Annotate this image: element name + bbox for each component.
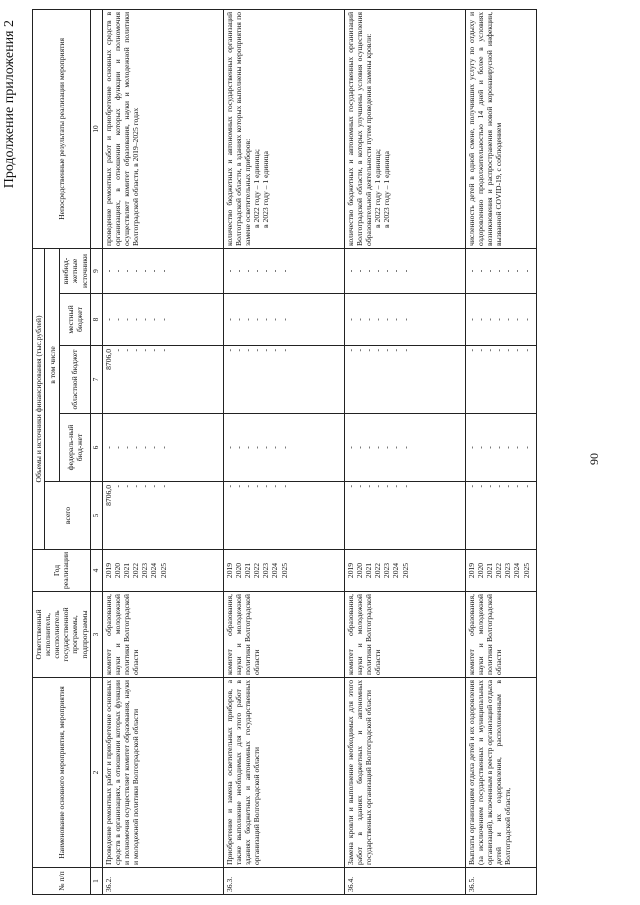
year-value: 2023 — [261, 562, 271, 579]
federal-amount-value: - — [103, 446, 113, 449]
year-value: 2022 — [252, 562, 262, 579]
federal-amount-value: - — [121, 446, 131, 449]
column-number: 9 — [90, 248, 102, 293]
regional-amount-value: - — [466, 349, 476, 352]
header-executor: Ответственный исполнитель, соисполнитель государственной программы, подпрограммы — [33, 592, 91, 678]
header-extra: внебюд-жетные источники — [60, 248, 90, 293]
row-number: 36.5. — [465, 868, 536, 895]
result-line: проведение ремонтных работ и приобретение основных средств в организациях, в отношении которых функции и полномочия осуществляет комитет образования, науки и молодежной политики Волгоградской области, в 2019–2025 годах — [103, 11, 140, 246]
total-amount-cell — [102, 482, 223, 550]
year-value: 2023 — [140, 562, 150, 579]
year-value: 2023 — [382, 562, 392, 579]
page-number: 90 — [587, 453, 601, 465]
federal-amount-value: - — [354, 446, 364, 449]
year-value: 2022 — [373, 562, 383, 579]
result-line: в 2023 году – 1 единица — [381, 151, 391, 228]
local-amount-value: - — [512, 318, 522, 321]
header-regional: областной бюджет — [60, 346, 90, 414]
activity-name: Выплаты организациям отдыха детей и их оздоровления (за исключением государственных и муниципальных организаций), включенным в реестр организаций отдыха детей и их оздоровления, расположенным в Волгоградской области, — [465, 678, 536, 868]
extra-amount-value: - — [382, 269, 392, 273]
local-amount-value: - — [242, 318, 252, 321]
year-value: 2020 — [233, 562, 243, 579]
year-value: 2021 — [121, 562, 131, 579]
total-amount-value: - — [475, 485, 485, 488]
regional-amount-value: - — [512, 349, 522, 352]
column-number: 1 — [90, 868, 102, 895]
program-activities-table — [32, 9, 537, 895]
year-value: 2021 — [484, 562, 494, 579]
column-number: 2 — [90, 678, 102, 868]
total-amount-value: 8706,0 — [103, 485, 113, 506]
year-value: 2022 — [131, 562, 141, 579]
total-amount-value: - — [131, 485, 141, 488]
year-cell — [223, 550, 344, 592]
local-amount-value: - — [363, 318, 373, 321]
federal-amount-value: - — [224, 446, 234, 449]
total-amount-value: - — [242, 485, 252, 488]
federal-amount-value: - — [475, 446, 485, 449]
regional-amount-value: - — [503, 349, 513, 352]
header-total: всего — [45, 482, 91, 550]
local-amount-value: - — [475, 318, 485, 321]
regional-amount-value: - — [382, 349, 392, 352]
row-number: 36.3. — [223, 868, 344, 895]
federal-amount-value: - — [270, 446, 280, 449]
federal-amount-cell — [465, 414, 536, 482]
extra-amount-cell — [102, 248, 223, 293]
year-value: 2025 — [158, 562, 168, 579]
extra-amount-value: - — [503, 269, 513, 273]
local-amount-value: - — [373, 318, 383, 321]
results-cell — [102, 9, 223, 248]
year-value: 2021 — [242, 562, 252, 579]
regional-amount-value: - — [242, 349, 252, 352]
header-year: Год реализации — [33, 550, 91, 592]
year-value: 2025 — [400, 562, 410, 579]
responsible-executor: комитет образования, науки и молодежной политики Волгоградской области — [223, 592, 344, 678]
regional-amount-cell — [223, 346, 344, 414]
column-number: 4 — [90, 550, 102, 592]
regional-amount-value: - — [112, 349, 122, 352]
table-header — [33, 9, 103, 894]
federal-amount-value: - — [400, 446, 410, 449]
year-value: 2020 — [112, 562, 122, 579]
federal-amount-value: - — [512, 446, 522, 449]
year-value: 2024 — [270, 562, 280, 579]
column-number: 7 — [90, 346, 102, 414]
year-value: 2024 — [391, 562, 401, 579]
column-number: 3 — [90, 592, 102, 678]
responsible-executor: комитет образования, науки и молодежной политики Волгоградской области — [344, 592, 465, 678]
header-results: Непосредственные результаты реализации мероприятия — [33, 9, 91, 248]
federal-amount-value: - — [345, 446, 355, 449]
header-federal: федераль-ный бюд-жет — [60, 414, 90, 482]
federal-amount-value: - — [391, 446, 401, 449]
year-value: 2019 — [103, 562, 113, 579]
regional-amount-value: - — [224, 349, 234, 352]
extra-amount-value: - — [512, 269, 522, 273]
extra-amount-value: - — [103, 269, 113, 273]
total-amount-value: - — [503, 485, 513, 488]
column-numbers-row — [90, 9, 102, 894]
extra-amount-cell — [344, 248, 465, 293]
local-amount-cell — [465, 294, 536, 346]
result-line: в 2022 году – 1 единица; — [251, 149, 261, 228]
regional-amount-cell — [102, 346, 223, 414]
regional-amount-value: - — [158, 349, 168, 352]
local-amount-value: - — [345, 318, 355, 321]
total-amount-value: - — [279, 485, 289, 488]
year-cell — [465, 550, 536, 592]
federal-amount-value: - — [503, 446, 513, 449]
total-amount-value: - — [466, 485, 476, 488]
extra-amount-value: - — [354, 269, 364, 273]
local-amount-value: - — [354, 318, 364, 321]
federal-amount-value: - — [252, 446, 262, 449]
federal-amount-value: - — [233, 446, 243, 449]
header-including: в том числе — [45, 248, 60, 481]
results-cell — [344, 9, 465, 248]
total-amount-value: - — [233, 485, 243, 488]
local-amount-value: - — [224, 318, 234, 321]
activity-name: Замена кровли и выполнение необходимых для этого работ в зданиях бюджетных и автономных государственных организаций Волгоградской области — [344, 678, 465, 868]
header-local: местный бюджет — [60, 294, 90, 346]
local-amount-value: - — [484, 318, 494, 321]
federal-amount-value: - — [131, 446, 141, 449]
regional-amount-value: - — [475, 349, 485, 352]
local-amount-cell — [102, 294, 223, 346]
year-value: 2023 — [503, 562, 513, 579]
extra-amount-value: - — [391, 269, 401, 273]
federal-amount-value: - — [149, 446, 159, 449]
year-value: 2025 — [279, 562, 289, 579]
column-number: 6 — [90, 414, 102, 482]
federal-amount-value: - — [140, 446, 150, 449]
table-body — [102, 9, 536, 894]
local-amount-cell — [344, 294, 465, 346]
table-row — [465, 9, 536, 894]
local-amount-value: - — [382, 318, 392, 321]
local-amount-value: - — [112, 318, 122, 321]
column-number: 10 — [90, 9, 102, 248]
federal-amount-value: - — [363, 446, 373, 449]
local-amount-value: - — [252, 318, 262, 321]
column-number: 5 — [90, 482, 102, 550]
header-name: Наименование основного мероприятия, мероприятия — [33, 678, 91, 868]
total-amount-value: - — [140, 485, 150, 488]
federal-amount-cell — [223, 414, 344, 482]
extra-amount-value: - — [373, 269, 383, 273]
extra-amount-value: - — [252, 269, 262, 273]
extra-amount-value: - — [521, 269, 531, 273]
extra-amount-value: - — [131, 269, 141, 273]
regional-amount-value: - — [270, 349, 280, 352]
extra-amount-value: - — [484, 269, 494, 273]
federal-amount-value: - — [494, 446, 504, 449]
local-amount-value: - — [400, 318, 410, 321]
local-amount-value: - — [391, 318, 401, 321]
extra-amount-value: - — [242, 269, 252, 273]
header-num: № п/п — [33, 868, 91, 895]
total-amount-value: - — [521, 485, 531, 488]
local-amount-value: - — [140, 318, 150, 321]
continuation-title: Продолжение приложения 2 — [2, 20, 17, 189]
regional-amount-value: - — [252, 349, 262, 352]
result-line: количество бюджетных и автономных государственных организаций Волгоградской области, в зданиях которых выполнены мероприятия по замене осветительных приборов: — [224, 11, 252, 246]
extra-amount-value: - — [149, 269, 159, 273]
total-amount-value: - — [270, 485, 280, 488]
activity-name: Приобретение и замена осветительных приборов, а также выполнение необходимых для этого работ в зданиях бюджетных и автономных государственных организаций Волгоградской области — [223, 678, 344, 868]
year-value: 2024 — [512, 562, 522, 579]
regional-amount-value: - — [521, 349, 531, 352]
header-volumes: Объемы и источники финансирования (тыс.рублей) — [33, 248, 45, 549]
federal-amount-value: - — [261, 446, 271, 449]
local-amount-value: - — [466, 318, 476, 321]
result-line: численность детей в одной смене, получивших услугу по отдыху и оздоровлению продолжительностью 14 дней и более в условиях возникновения и распространения новой коронавирусной инфекции, вызванной COVID-19, с соблюдением — [466, 11, 503, 246]
extra-amount-cell — [223, 248, 344, 293]
total-amount-value: - — [382, 485, 392, 488]
local-amount-value: - — [149, 318, 159, 321]
total-amount-cell — [465, 482, 536, 550]
federal-amount-value: - — [521, 446, 531, 449]
local-amount-value: - — [158, 318, 168, 321]
local-amount-value: - — [121, 318, 131, 321]
federal-amount-value: - — [279, 446, 289, 449]
extra-amount-value: - — [140, 269, 150, 273]
regional-amount-value: 8706,0 — [103, 349, 113, 370]
regional-amount-value: - — [121, 349, 131, 352]
extra-amount-value: - — [494, 269, 504, 273]
result-line: в 2022 году – 1 единица; — [372, 149, 382, 228]
total-amount-cell — [344, 482, 465, 550]
regional-amount-value: - — [484, 349, 494, 352]
extra-amount-value: - — [475, 269, 485, 273]
year-value: 2019 — [345, 562, 355, 579]
extra-amount-value: - — [121, 269, 131, 273]
extra-amount-value: - — [363, 269, 373, 273]
year-value: 2019 — [466, 562, 476, 579]
federal-amount-value: - — [112, 446, 122, 449]
total-amount-value: - — [158, 485, 168, 488]
local-amount-value: - — [261, 318, 271, 321]
federal-amount-value: - — [373, 446, 383, 449]
year-value: 2021 — [363, 562, 373, 579]
extra-amount-value: - — [112, 269, 122, 273]
column-number: 8 — [90, 294, 102, 346]
total-amount-value: - — [494, 485, 504, 488]
extra-amount-value: - — [400, 269, 410, 273]
total-amount-value: - — [400, 485, 410, 488]
regional-amount-value: - — [354, 349, 364, 352]
regional-amount-value: - — [131, 349, 141, 352]
year-value: 2020 — [475, 562, 485, 579]
local-amount-value: - — [521, 318, 531, 321]
extra-amount-value: - — [224, 269, 234, 273]
extra-amount-value: - — [270, 269, 280, 273]
result-line: в 2023 году – 1 единица — [260, 151, 270, 228]
local-amount-value: - — [131, 318, 141, 321]
regional-amount-value: - — [233, 349, 243, 352]
regional-amount-value: - — [363, 349, 373, 352]
year-value: 2019 — [224, 562, 234, 579]
year-value: 2025 — [521, 562, 531, 579]
total-amount-value: - — [121, 485, 131, 488]
total-amount-value: - — [112, 485, 122, 488]
results-cell — [223, 9, 344, 248]
total-amount-value: - — [261, 485, 271, 488]
responsible-executor: комитет образования, науки и молодежной политики Волгоградской области — [465, 592, 536, 678]
federal-amount-value: - — [158, 446, 168, 449]
activity-name: Проведение ремонтных работ и приобретение основных средств в организациях, в отношении которых функции и полномочия осуществляет комитет образования, науки и молодежной политики Волгоградской области — [102, 678, 223, 868]
federal-amount-cell — [344, 414, 465, 482]
federal-amount-cell — [102, 414, 223, 482]
total-amount-cell — [223, 482, 344, 550]
local-amount-value: - — [494, 318, 504, 321]
regional-amount-value: - — [373, 349, 383, 352]
extra-amount-value: - — [261, 269, 271, 273]
total-amount-value: - — [373, 485, 383, 488]
local-amount-value: - — [270, 318, 280, 321]
year-cell — [102, 550, 223, 592]
regional-amount-cell — [344, 346, 465, 414]
table-row — [344, 9, 465, 894]
regional-amount-value: - — [149, 349, 159, 352]
row-number: 36.2. — [102, 868, 223, 895]
extra-amount-value: - — [279, 269, 289, 273]
local-amount-cell — [223, 294, 344, 346]
regional-amount-value: - — [391, 349, 401, 352]
year-value: 2022 — [494, 562, 504, 579]
local-amount-value: - — [103, 318, 113, 321]
regional-amount-value: - — [345, 349, 355, 352]
total-amount-value: - — [391, 485, 401, 488]
result-line: количество бюджетных и автономных государственных организаций Волгоградской области, в которых улучшены условия осуществления образовательной деятельности путем проведения замены кровли: — [345, 11, 373, 246]
regional-amount-value: - — [279, 349, 289, 352]
federal-amount-value: - — [484, 446, 494, 449]
federal-amount-value: - — [466, 446, 476, 449]
federal-amount-value: - — [242, 446, 252, 449]
regional-amount-value: - — [494, 349, 504, 352]
year-value: 2024 — [149, 562, 159, 579]
total-amount-value: - — [354, 485, 364, 488]
table-row — [102, 9, 223, 894]
local-amount-value: - — [503, 318, 513, 321]
regional-amount-value: - — [400, 349, 410, 352]
total-amount-value: - — [484, 485, 494, 488]
total-amount-value: - — [345, 485, 355, 488]
year-value: 2020 — [354, 562, 364, 579]
regional-amount-value: - — [261, 349, 271, 352]
total-amount-value: - — [512, 485, 522, 488]
total-amount-value: - — [149, 485, 159, 488]
regional-amount-cell — [465, 346, 536, 414]
extra-amount-value: - — [345, 269, 355, 273]
results-cell — [465, 9, 536, 248]
extra-amount-cell — [465, 248, 536, 293]
extra-amount-value: - — [158, 269, 168, 273]
year-cell — [344, 550, 465, 592]
responsible-executor: комитет образования, науки и молодежной политики Волгоградской области — [102, 592, 223, 678]
row-number: 36.4. — [344, 868, 465, 895]
local-amount-value: - — [233, 318, 243, 321]
total-amount-value: - — [363, 485, 373, 488]
total-amount-value: - — [252, 485, 262, 488]
local-amount-value: - — [279, 318, 289, 321]
table-row — [223, 9, 344, 894]
regional-amount-value: - — [140, 349, 150, 352]
federal-amount-value: - — [382, 446, 392, 449]
total-amount-value: - — [224, 485, 234, 488]
extra-amount-value: - — [233, 269, 243, 273]
extra-amount-value: - — [466, 269, 476, 273]
